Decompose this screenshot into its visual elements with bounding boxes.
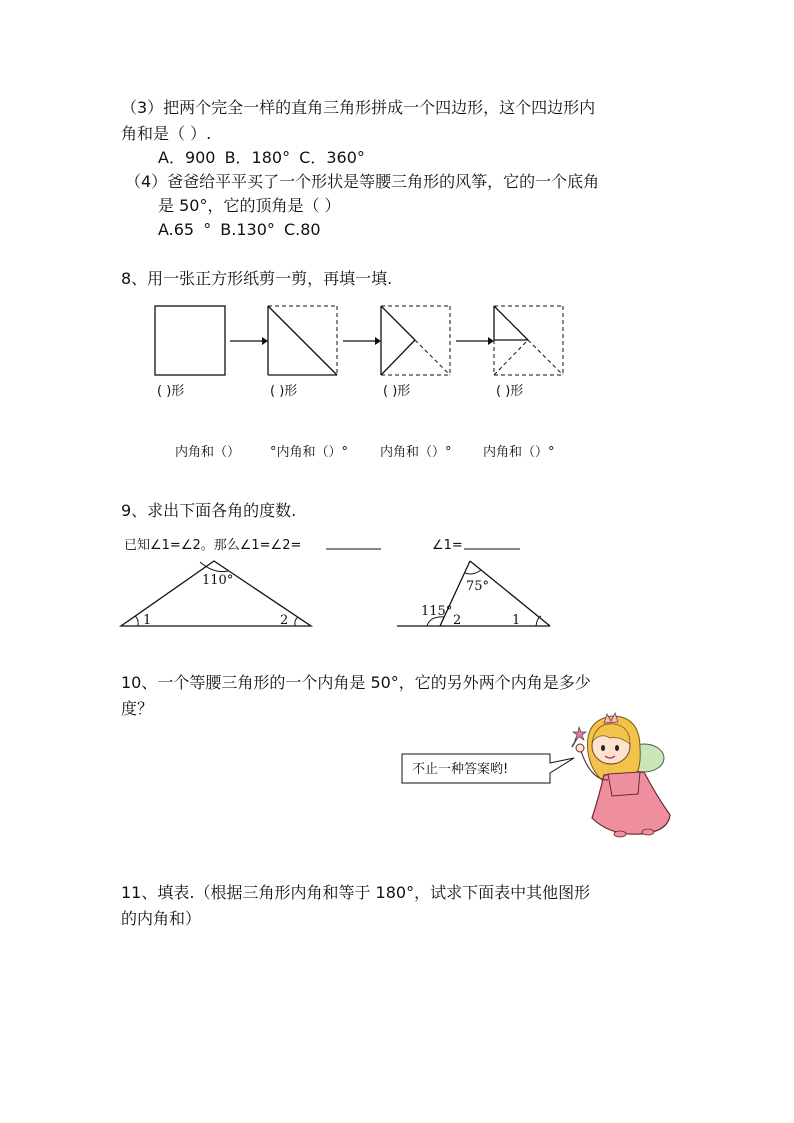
q9-right-prompt: ∠1= — [432, 538, 463, 553]
shape-label-2: ( )形 — [270, 384, 298, 399]
q11-line2: 的内角和） — [121, 909, 202, 928]
q3-line2: 角和是（ ）. — [121, 124, 212, 143]
right-angle-1: 1 — [512, 613, 521, 628]
q9-left-prompt: 已知∠1=∠2。那么∠1=∠2= — [124, 538, 302, 553]
shape-label-1: ( )形 — [157, 384, 185, 399]
q4-line2: 是 50°，它的顶角是（ ） — [158, 196, 341, 215]
q3-line1: （3）把两个完全一样的直角三角形拼成一个四边形，这个四边形内 — [121, 98, 596, 117]
right-angle-2: 2 — [453, 613, 462, 628]
right-apex-angle: 75° — [466, 579, 490, 594]
q3-options: A．900 B．180° C．360° — [158, 148, 365, 167]
q11-line1: 11、填表.（根据三角形内角和等于 180°，试求下面表中其他图形 — [121, 883, 591, 902]
q8-title: 8、用一张正方形纸剪一剪，再填一填. — [121, 269, 393, 288]
angle-sum-label-4: 内角和（）° — [483, 445, 555, 460]
q10-line1: 10、一个等腰三角形的一个内角是 50°，它的另外两个内角是多少 — [121, 673, 591, 692]
speech-bubble-text: 不止一种答案哟! — [412, 762, 509, 777]
left-apex-angle: 110° — [202, 573, 234, 588]
angle-sum-label-1: 内角和（） — [175, 445, 241, 460]
left-angle-2: 2 — [280, 613, 289, 628]
q9-title: 9、求出下面各角的度数. — [121, 501, 297, 520]
q10-line2: 度？ — [121, 699, 154, 718]
q4-options: A.65 ° B.130° C.80 — [158, 220, 321, 239]
shape-label-3: ( )形 — [383, 384, 411, 399]
shape-label-4: ( )形 — [496, 384, 524, 399]
angle-sum-label-3: 内角和（）° — [380, 445, 452, 460]
right-exterior-angle: 115° — [421, 604, 453, 619]
q4-line1: （4）爸爸给平平买了一个形状是等腰三角形的风筝，它的一个底角 — [125, 172, 600, 191]
angle-sum-label-2: °内角和（）° — [270, 445, 349, 460]
left-angle-1: 1 — [143, 613, 152, 628]
